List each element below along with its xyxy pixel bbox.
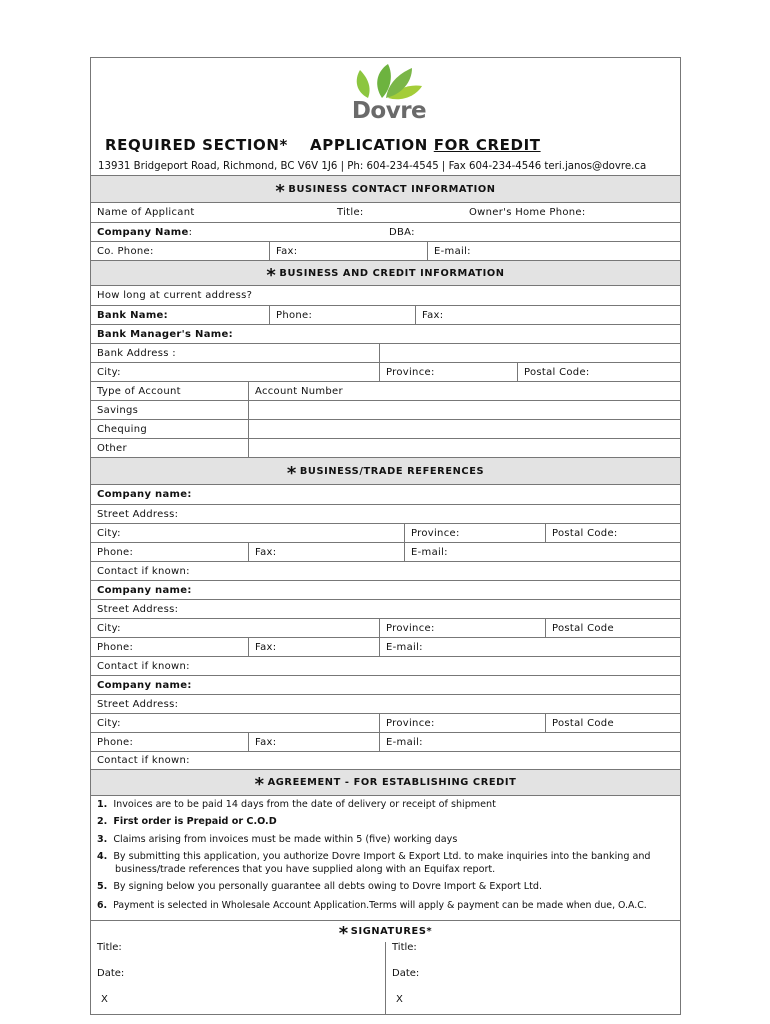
bank-name-row bbox=[91, 305, 680, 324]
field-label: City: bbox=[97, 527, 121, 539]
field-label: Co. Phone: bbox=[97, 245, 154, 257]
reference-1-contact-row bbox=[91, 561, 680, 580]
how-long-row bbox=[91, 286, 680, 305]
required-star: * bbox=[266, 264, 277, 286]
signature-line[interactable] bbox=[396, 994, 403, 1005]
bank-city-row bbox=[91, 362, 680, 381]
bank-city-field[interactable] bbox=[91, 363, 379, 381]
reference-street-field[interactable] bbox=[91, 505, 680, 523]
field-label: Phone: bbox=[97, 546, 134, 558]
signature-date-field[interactable] bbox=[392, 968, 419, 979]
item-text: By submitting this application, you authorize Dovre Import & Export Ltd. to make inquiries into the banking and bbox=[113, 851, 651, 862]
reference-phone-field[interactable] bbox=[91, 543, 248, 561]
agreement-header bbox=[91, 769, 680, 796]
field-label: Fax: bbox=[255, 641, 277, 653]
item-number: 1. bbox=[97, 799, 108, 810]
required-star: * bbox=[275, 180, 286, 202]
field-label: E-mail: bbox=[386, 736, 423, 748]
item-text: Invoices are to be paid 14 days from the date of delivery or receipt of shipment bbox=[113, 799, 496, 810]
reference-city-field[interactable] bbox=[91, 524, 404, 542]
reference-2-street-row bbox=[91, 599, 680, 618]
agreement-item bbox=[97, 851, 651, 876]
field-label: Chequing bbox=[97, 423, 148, 435]
other-label bbox=[91, 439, 248, 457]
savings-row bbox=[91, 400, 680, 419]
required-star: * bbox=[286, 462, 297, 484]
field-label: Postal Code: bbox=[552, 527, 618, 539]
reference-contact-field[interactable] bbox=[91, 562, 680, 580]
bank-province-field[interactable] bbox=[379, 363, 517, 381]
reference-phone-field[interactable] bbox=[91, 638, 248, 656]
reference-city-field[interactable] bbox=[91, 619, 379, 637]
field-label: Name of Applicant bbox=[97, 207, 195, 218]
agreement-item bbox=[97, 834, 457, 847]
credit-application-form bbox=[90, 57, 681, 1015]
reference-2-contact-row bbox=[91, 656, 680, 675]
signature-title-field[interactable] bbox=[392, 942, 417, 953]
field-label: Phone: bbox=[276, 309, 313, 321]
section-title: BUSINESS CONTACT INFORMATION bbox=[288, 183, 496, 195]
field-label-colon: : bbox=[188, 226, 193, 238]
chequing-account-number-field[interactable] bbox=[248, 420, 680, 438]
bank-address-field[interactable] bbox=[91, 344, 379, 362]
co-phone-row bbox=[91, 241, 680, 260]
reference-postal-field[interactable] bbox=[545, 524, 680, 542]
agreement-item bbox=[97, 799, 496, 812]
field-label: City: bbox=[97, 366, 121, 378]
fax-field[interactable] bbox=[269, 242, 427, 260]
field-label: Postal Code bbox=[552, 717, 614, 729]
field-label: Title: bbox=[392, 942, 417, 953]
agreement-item bbox=[97, 881, 542, 894]
field-label: Postal Code bbox=[552, 622, 614, 634]
field-label: Fax: bbox=[255, 546, 277, 558]
field-label: Province: bbox=[386, 366, 435, 378]
reference-company-field[interactable] bbox=[91, 485, 680, 504]
field-label: Province: bbox=[386, 622, 435, 634]
type-of-account-label bbox=[91, 382, 248, 400]
field-label: Company name: bbox=[97, 489, 192, 500]
reference-province-field[interactable] bbox=[379, 619, 545, 637]
item-text: Payment is selected in Wholesale Account Application.Terms will apply & payment can be made when due, O.A.C. bbox=[113, 900, 647, 911]
field-label: City: bbox=[97, 622, 121, 634]
company-row bbox=[91, 222, 680, 241]
dba-field[interactable] bbox=[383, 223, 583, 241]
bank-fax-field[interactable] bbox=[415, 306, 680, 324]
field-label: Date: bbox=[392, 968, 420, 979]
bank-postal-code-field[interactable] bbox=[517, 363, 680, 381]
reference-company-field[interactable] bbox=[91, 676, 680, 694]
reference-email-field[interactable] bbox=[404, 543, 680, 561]
agreement-item bbox=[97, 816, 277, 829]
reference-email-field[interactable] bbox=[379, 733, 680, 751]
signature-x-mark: X bbox=[101, 994, 108, 1005]
reference-1-company-row bbox=[91, 485, 680, 504]
field-label: Bank Address : bbox=[97, 347, 176, 359]
section-title: SIGNATURES* bbox=[350, 926, 433, 937]
reference-province-field[interactable] bbox=[379, 714, 545, 732]
field-label: E-mail: bbox=[411, 546, 448, 558]
reference-contact-field[interactable] bbox=[91, 752, 680, 769]
chequing-row bbox=[91, 419, 680, 438]
field-label: Street Address: bbox=[97, 508, 179, 520]
field-label: Street Address: bbox=[97, 603, 179, 615]
field-label: Title: bbox=[337, 207, 364, 218]
reference-1-street-row bbox=[91, 504, 680, 523]
reference-province-field[interactable] bbox=[404, 524, 545, 542]
reference-3-contact-row bbox=[91, 751, 680, 769]
reference-street-field[interactable] bbox=[91, 695, 680, 713]
item-text: By signing below you personally guarantee all debts owing to Dovre Import & Export Ltd. bbox=[113, 881, 543, 892]
bank-address-extra[interactable] bbox=[379, 344, 680, 362]
reference-3-city-row bbox=[91, 713, 680, 732]
field-label: DBA: bbox=[389, 226, 415, 238]
field-label: Other bbox=[97, 442, 127, 454]
bank-manager-field[interactable] bbox=[91, 325, 680, 343]
field-label: Owner's Home Phone: bbox=[469, 207, 586, 218]
reference-street-field[interactable] bbox=[91, 600, 680, 618]
email-field[interactable] bbox=[427, 242, 680, 260]
reference-fax-field[interactable] bbox=[248, 733, 379, 751]
field-label: Savings bbox=[97, 404, 139, 416]
chequing-label bbox=[91, 420, 248, 438]
signature-date-field[interactable] bbox=[97, 968, 124, 979]
signature-right bbox=[385, 942, 681, 1014]
trade-references-header bbox=[91, 457, 680, 485]
reference-postal-field[interactable] bbox=[545, 619, 680, 637]
field-label: E-mail: bbox=[434, 245, 471, 257]
signature-block bbox=[91, 942, 680, 1014]
reference-fax-field[interactable] bbox=[248, 543, 404, 561]
field-label: Street Address: bbox=[97, 698, 179, 710]
page-title bbox=[105, 136, 541, 154]
logo-wordmark: Dovre bbox=[351, 98, 427, 124]
application-label: APPLICATION bbox=[310, 136, 434, 154]
applicant-row bbox=[91, 203, 680, 222]
bank-manager-row bbox=[91, 324, 680, 343]
signatures-header bbox=[91, 920, 680, 942]
field-label: Phone: bbox=[97, 641, 134, 653]
title-field[interactable] bbox=[331, 203, 451, 222]
required-star: * bbox=[338, 923, 349, 944]
field-label: Postal Code: bbox=[524, 366, 590, 378]
field-label: Company Name bbox=[97, 226, 189, 238]
field-label: E-mail: bbox=[386, 641, 423, 653]
field-label: Title: bbox=[97, 942, 122, 953]
item-text: First order is Prepaid or C.O.D bbox=[113, 816, 277, 827]
field-label: Contact if known: bbox=[97, 660, 190, 672]
reference-2-phone-row bbox=[91, 637, 680, 656]
section-title: AGREEMENT - FOR ESTABLISHING CREDIT bbox=[267, 777, 517, 788]
item-number: 5. bbox=[97, 881, 108, 892]
required-star: * bbox=[254, 774, 265, 795]
savings-label bbox=[91, 401, 248, 419]
reference-3-street-row bbox=[91, 694, 680, 713]
field-label: Phone: bbox=[97, 736, 134, 748]
bank-address-row bbox=[91, 343, 680, 362]
reference-phone-field[interactable] bbox=[91, 733, 248, 751]
section-title: BUSINESS/TRADE REFERENCES bbox=[299, 465, 485, 477]
other-account-number-field[interactable] bbox=[248, 439, 680, 457]
reference-contact-field[interactable] bbox=[91, 657, 680, 675]
item-number: 3. bbox=[97, 834, 108, 845]
field-label: Province: bbox=[386, 717, 435, 729]
leaf-icon bbox=[346, 62, 432, 102]
reference-postal-field[interactable] bbox=[545, 714, 680, 732]
bank-phone-field[interactable] bbox=[269, 306, 415, 324]
item-text-continued: business/trade references that you have supplied along with an Equifax report. bbox=[115, 863, 496, 875]
account-type-row bbox=[91, 381, 680, 400]
business-contact-header bbox=[91, 175, 680, 203]
signature-line[interactable] bbox=[101, 994, 108, 1005]
reference-city-field[interactable] bbox=[91, 714, 379, 732]
reference-1-phone-row bbox=[91, 542, 680, 561]
owners-home-phone-field[interactable] bbox=[463, 203, 673, 222]
company-address: 13931 Bridgeport Road, Richmond, BC V6V 1J6 | Ph: 604-234-4545 | Fax 604-234-4546 teri.janos@dovre.ca bbox=[98, 161, 647, 172]
reference-1-city-row bbox=[91, 523, 680, 542]
field-label: Fax: bbox=[422, 309, 444, 321]
reference-company-field[interactable] bbox=[91, 581, 680, 599]
field-label: Date: bbox=[97, 968, 125, 979]
field-label: Province: bbox=[411, 527, 460, 539]
reference-fax-field[interactable] bbox=[248, 638, 379, 656]
agreement-item bbox=[97, 900, 647, 913]
how-long-field[interactable] bbox=[91, 286, 680, 305]
field-label: Contact if known: bbox=[97, 755, 190, 766]
item-number: 6. bbox=[97, 900, 108, 911]
field-label: Bank Name: bbox=[97, 309, 168, 321]
field-label: Bank Manager's Name: bbox=[97, 328, 233, 340]
account-number-label bbox=[248, 382, 680, 400]
reference-3-company-row bbox=[91, 675, 680, 694]
item-number: 4. bbox=[97, 851, 108, 862]
field-label: City: bbox=[97, 717, 121, 729]
field-label: Company name: bbox=[97, 679, 192, 691]
field-label: Type of Account bbox=[97, 385, 181, 397]
field-label: Account Number bbox=[255, 385, 343, 397]
field-label: How long at current address? bbox=[97, 290, 253, 301]
company-name-field[interactable] bbox=[91, 223, 371, 241]
reference-3-phone-row bbox=[91, 732, 680, 751]
for-credit-label: FOR CREDIT bbox=[433, 136, 541, 154]
item-number: 2. bbox=[97, 816, 108, 827]
reference-2-city-row bbox=[91, 618, 680, 637]
name-of-applicant-field[interactable] bbox=[91, 203, 321, 222]
field-label: Fax: bbox=[276, 245, 298, 257]
co-phone-field[interactable] bbox=[91, 242, 269, 260]
savings-account-number-field[interactable] bbox=[248, 401, 680, 419]
signature-title-field[interactable] bbox=[97, 942, 122, 953]
signature-x-mark: X bbox=[396, 994, 403, 1005]
field-label: Contact if known: bbox=[97, 565, 190, 577]
item-text: Claims arising from invoices must be made within 5 (five) working days bbox=[113, 834, 458, 845]
required-section-label: REQUIRED SECTION* bbox=[105, 136, 289, 154]
field-label: Company name: bbox=[97, 584, 192, 596]
signature-left bbox=[91, 942, 385, 1014]
other-row bbox=[91, 438, 680, 457]
reference-email-field[interactable] bbox=[379, 638, 680, 656]
business-credit-header bbox=[91, 260, 680, 286]
section-title: BUSINESS AND CREDIT INFORMATION bbox=[279, 267, 505, 279]
reference-2-company-row bbox=[91, 580, 680, 599]
dovre-logo bbox=[346, 62, 432, 124]
field-label: Fax: bbox=[255, 736, 277, 748]
bank-name-field[interactable] bbox=[91, 306, 269, 324]
